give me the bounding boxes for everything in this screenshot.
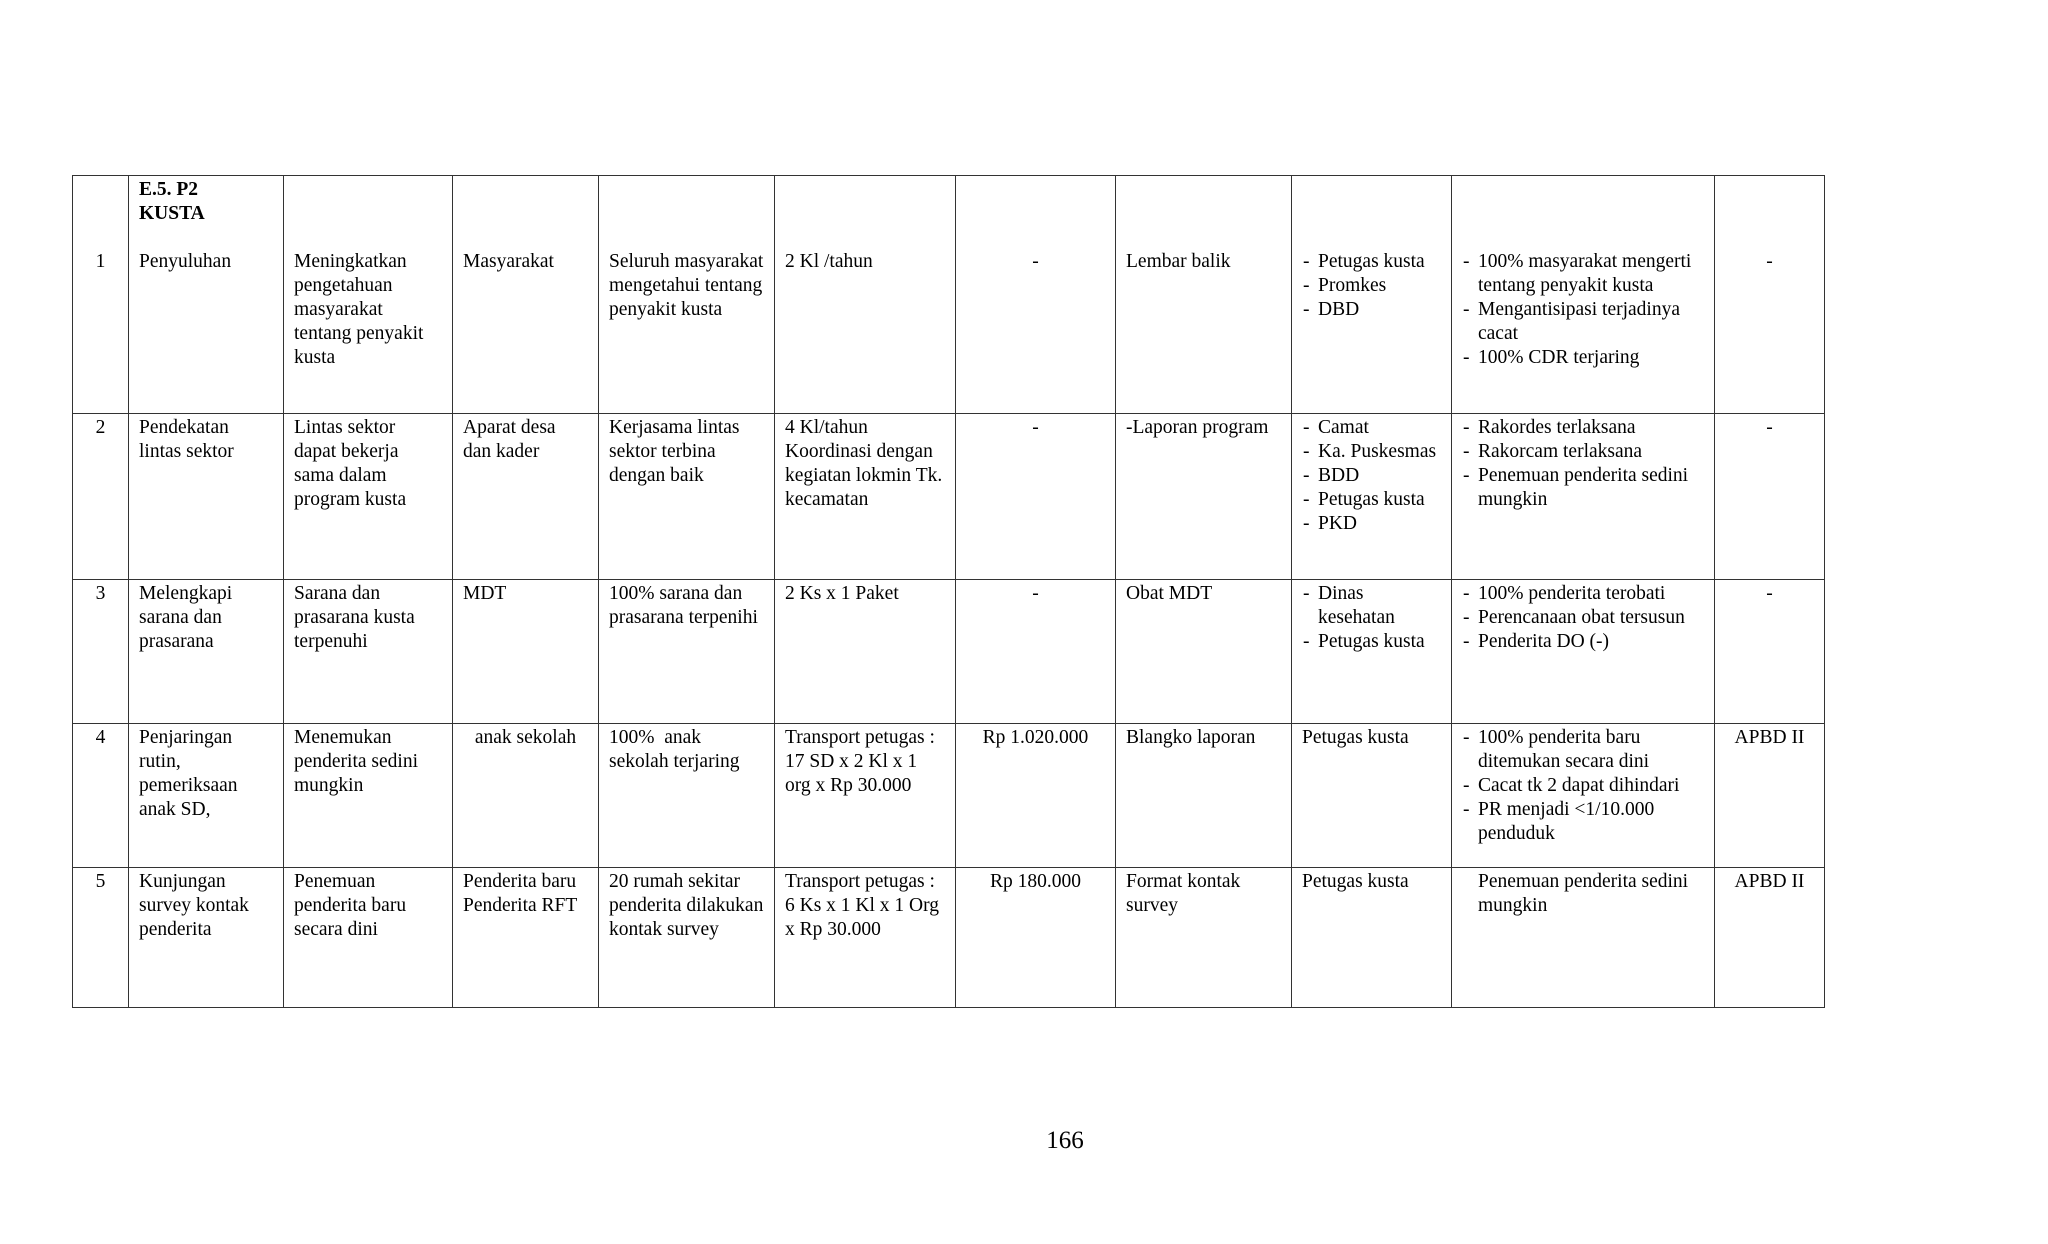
target-group-cell bbox=[453, 176, 599, 414]
row-number-cell bbox=[73, 868, 129, 1008]
volume-cell bbox=[775, 724, 956, 868]
indicator-cell bbox=[1452, 724, 1715, 868]
list-item: - Camat bbox=[1302, 416, 1441, 440]
list-item: - 100% CDR terjaring bbox=[1462, 346, 1704, 370]
list-item: - PKD bbox=[1302, 512, 1441, 536]
row-number-cell bbox=[73, 414, 129, 580]
fund-source-text: - bbox=[1766, 251, 1773, 272]
indicator-list bbox=[1462, 416, 1704, 512]
cost-cell bbox=[956, 868, 1116, 1008]
target-cell bbox=[599, 176, 775, 414]
volume-text: Transport petugas : 6 Ks x 1 Kl x 1 Org x Rp 30.000 bbox=[785, 871, 940, 940]
target-group-cell bbox=[453, 414, 599, 580]
fund-source-text: - bbox=[1766, 417, 1773, 438]
list-item: - Cacat tk 2 dapat dihindari bbox=[1462, 774, 1704, 798]
table-row bbox=[73, 724, 1825, 868]
fund-source-text: - bbox=[1766, 583, 1773, 604]
list-item: - Mengantisipasi terjadinya cacat bbox=[1462, 298, 1704, 346]
target-group-text: Masyarakat bbox=[463, 251, 554, 272]
cost-text: - bbox=[1032, 251, 1039, 272]
target-group-text: Penderita baru Penderita RFT bbox=[463, 871, 578, 916]
tool-text: Format kontak survey bbox=[1126, 871, 1241, 916]
target-text: Seluruh masyarakat mengetahui tentang penyakit kusta bbox=[609, 251, 764, 320]
target-group-cell bbox=[453, 724, 599, 868]
executor-cell bbox=[1292, 868, 1452, 1008]
goal-text: Lintas sektor dapat bekerja sama dalam program kusta bbox=[294, 417, 407, 510]
indicator-text: Penemuan penderita sedini mungkin bbox=[1478, 871, 1689, 916]
list-item: - DBD bbox=[1302, 298, 1441, 322]
indicator-cell bbox=[1452, 414, 1715, 580]
section-code: E.5. P2 bbox=[139, 179, 199, 200]
indicator-cell bbox=[1452, 176, 1715, 414]
cost-text: - bbox=[1032, 583, 1039, 604]
tool-text: Lembar balik bbox=[1126, 251, 1231, 272]
list-item: - 100% penderita terobati bbox=[1462, 582, 1704, 606]
goal-cell bbox=[284, 868, 453, 1008]
goal-text: Meningkatkan pengetahuan masyarakat tentang penyakit kusta bbox=[294, 251, 424, 368]
goal-cell bbox=[284, 724, 453, 868]
volume-text: 2 Kl /tahun bbox=[785, 251, 873, 272]
tool-cell bbox=[1116, 868, 1292, 1008]
target-cell bbox=[599, 724, 775, 868]
indicator-list bbox=[1462, 726, 1704, 846]
executor-text: Petugas kusta bbox=[1302, 727, 1409, 748]
section-title: KUSTA bbox=[139, 203, 205, 224]
list-item: - Rakordes terlaksana bbox=[1462, 416, 1704, 440]
cost-cell bbox=[956, 414, 1116, 580]
indicator-cell bbox=[1452, 868, 1715, 1008]
volume-cell bbox=[775, 580, 956, 724]
activity-cell bbox=[129, 580, 284, 724]
list-item: - Petugas kusta bbox=[1302, 250, 1441, 274]
executor-list bbox=[1302, 582, 1441, 654]
cost-text: - bbox=[1032, 417, 1039, 438]
cost-cell bbox=[956, 176, 1116, 414]
activity-cell bbox=[129, 868, 284, 1008]
fund-source-cell bbox=[1715, 580, 1825, 724]
goal-cell bbox=[284, 580, 453, 724]
goal-cell bbox=[284, 414, 453, 580]
activity-text: Penjaringan rutin, pemeriksaan anak SD, bbox=[139, 727, 238, 820]
executor-cell bbox=[1292, 724, 1452, 868]
target-group-text: anak sekolah bbox=[474, 727, 577, 748]
target-group-cell bbox=[453, 580, 599, 724]
list-item: - Rakorcam terlaksana bbox=[1462, 440, 1704, 464]
table-row bbox=[73, 176, 1825, 414]
list-item: - Penemuan penderita sedini mungkin bbox=[1462, 464, 1704, 512]
tool-cell bbox=[1116, 724, 1292, 868]
fund-source-cell bbox=[1715, 414, 1825, 580]
volume-cell bbox=[775, 176, 956, 414]
row-number-cell bbox=[73, 580, 129, 724]
activity-cell bbox=[129, 414, 284, 580]
cost-cell bbox=[956, 580, 1116, 724]
goal-text: Penemuan penderita baru secara dini bbox=[294, 871, 407, 940]
target-text: 20 rumah sekitar penderita dilakukan kontak survey bbox=[609, 871, 764, 940]
cost-text: Rp 180.000 bbox=[989, 871, 1081, 892]
volume-text: 4 Kl/tahun Koordinasi dengan kegiatan lokmin Tk. kecamatan bbox=[785, 417, 943, 510]
tool-cell bbox=[1116, 580, 1292, 724]
list-item: - 100% penderita baru ditemukan secara dini bbox=[1462, 726, 1704, 774]
fund-source-text: APBD II bbox=[1734, 727, 1805, 748]
target-cell bbox=[599, 868, 775, 1008]
list-item: - Petugas kusta bbox=[1302, 488, 1441, 512]
activity-text: Kunjungan survey kontak penderita bbox=[139, 871, 249, 940]
fund-source-cell bbox=[1715, 724, 1825, 868]
row-number: 4 bbox=[95, 727, 106, 748]
list-item: - 100% masyarakat mengerti tentang penyakit kusta bbox=[1462, 250, 1704, 298]
table-row bbox=[73, 868, 1825, 1008]
executor-cell bbox=[1292, 414, 1452, 580]
activity-cell bbox=[129, 176, 284, 414]
volume-text: Transport petugas : 17 SD x 2 Kl x 1 org x Rp 30.000 bbox=[785, 727, 935, 796]
list-item: - PR menjadi <1/10.000 penduduk bbox=[1462, 798, 1704, 846]
activity-cell bbox=[129, 724, 284, 868]
indicator-list bbox=[1462, 582, 1704, 654]
activity-text: Melengkapi sarana dan prasarana bbox=[139, 583, 233, 652]
executor-text: Petugas kusta bbox=[1302, 871, 1409, 892]
fund-source-cell bbox=[1715, 868, 1825, 1008]
volume-cell bbox=[775, 414, 956, 580]
row-number-cell bbox=[73, 724, 129, 868]
tool-cell bbox=[1116, 176, 1292, 414]
activity-plan-table bbox=[72, 175, 1825, 1008]
goal-text: Menemukan penderita sedini mungkin bbox=[294, 727, 418, 796]
executor-cell bbox=[1292, 580, 1452, 724]
list-item: - Promkes bbox=[1302, 274, 1441, 298]
tool-text: -Laporan program bbox=[1126, 417, 1269, 438]
volume-cell bbox=[775, 868, 956, 1008]
tool-cell bbox=[1116, 414, 1292, 580]
list-item: - Penderita DO (-) bbox=[1462, 630, 1704, 654]
target-group-cell bbox=[453, 868, 599, 1008]
row-number: 3 bbox=[95, 583, 106, 604]
target-group-text: Aparat desa dan kader bbox=[463, 417, 556, 462]
row-number: 5 bbox=[95, 871, 106, 892]
goal-cell bbox=[284, 176, 453, 414]
page-number: 166 bbox=[1046, 1127, 1084, 1154]
table-row bbox=[73, 580, 1825, 724]
row-number: 1 bbox=[95, 251, 106, 272]
fund-source-cell bbox=[1715, 176, 1825, 414]
target-text: 100% sarana dan prasarana terpenihi bbox=[609, 583, 758, 628]
indicator-cell bbox=[1452, 580, 1715, 724]
fund-source-text: APBD II bbox=[1734, 871, 1805, 892]
executor-cell bbox=[1292, 176, 1452, 414]
activity-text: Pendekatan lintas sektor bbox=[139, 417, 234, 462]
row-number: 2 bbox=[95, 417, 106, 438]
tool-text: Blangko laporan bbox=[1126, 727, 1256, 748]
list-item: - Dinas kesehatan bbox=[1302, 582, 1441, 630]
list-item: - BDD bbox=[1302, 464, 1441, 488]
target-text: Kerjasama lintas sektor terbina dengan baik bbox=[609, 417, 740, 486]
volume-text: 2 Ks x 1 Paket bbox=[785, 583, 899, 604]
list-item: - Petugas kusta bbox=[1302, 630, 1441, 654]
table-row bbox=[73, 414, 1825, 580]
activity-text: Penyuluhan bbox=[139, 251, 232, 272]
executor-list bbox=[1302, 250, 1441, 322]
target-group-text: MDT bbox=[463, 583, 507, 604]
target-cell bbox=[599, 414, 775, 580]
executor-list bbox=[1302, 416, 1441, 536]
row-number-cell bbox=[73, 176, 129, 414]
list-item: - Ka. Puskesmas bbox=[1302, 440, 1441, 464]
cost-cell bbox=[956, 724, 1116, 868]
indicator-list bbox=[1462, 250, 1704, 370]
target-text: 100% anak sekolah terjaring bbox=[609, 727, 740, 772]
target-cell bbox=[599, 580, 775, 724]
cost-text: Rp 1.020.000 bbox=[982, 727, 1089, 748]
goal-text: Sarana dan prasarana kusta terpenuhi bbox=[294, 583, 415, 652]
list-item: - Perencanaan obat tersusun bbox=[1462, 606, 1704, 630]
tool-text: Obat MDT bbox=[1126, 583, 1213, 604]
